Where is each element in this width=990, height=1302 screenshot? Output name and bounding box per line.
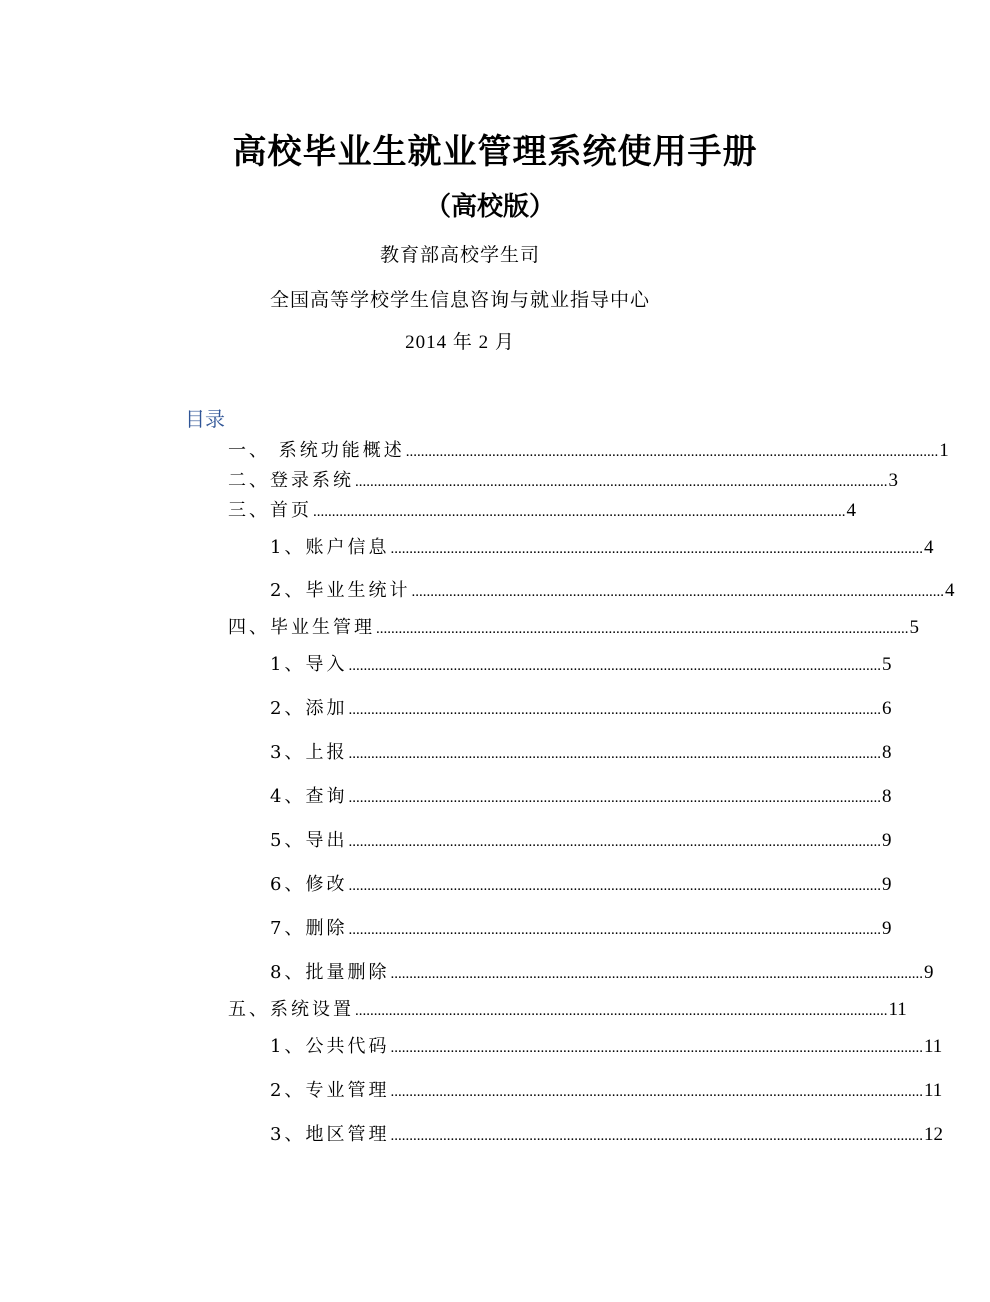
toc-entry-page: 11 [923,1036,943,1057]
toc-entry-label: 四、毕业生管理 [228,617,375,638]
toc-entry-label: 五、系统设置 [228,999,354,1020]
toc-entry-label: 一、 系统功能概述 [228,440,405,461]
toc-entry-label: 2、毕业生统计 [270,580,411,601]
toc-entry-label: 2、添加 [270,698,348,719]
toc-entry-page: 3 [888,470,898,491]
toc-heading: 目录 [185,407,225,431]
toc-entry-label: 8、批量删除 [270,962,390,983]
toc-entry-label: 1、公共代码 [270,1036,390,1057]
toc-entry-page: 6 [881,698,892,719]
toc-entry-page: 12 [923,1124,943,1145]
toc-entry-page: 9 [881,874,892,895]
toc-entry-major-management[interactable]: 2、专业管理 .............................................................................................................................................. 11 [270,1076,780,1102]
toc-entry-label: 1、导入 [270,654,348,675]
toc-entry-graduate-stats[interactable]: 2、毕业生统计 .............................................................................................................................................. 4 [270,576,780,602]
toc-entry-label: 三、首页 [228,500,312,521]
toc-entry-page: 1 [939,440,949,461]
toc-entry-page: 11 [923,1080,943,1101]
toc-entry-region-management[interactable]: 3、地区管理 .............................................................................................................................................. 12 [270,1120,780,1146]
toc-entry-page: 8 [881,786,892,807]
toc-entry-label: 1、账户信息 [270,537,390,558]
toc-entry-page: 5 [909,617,919,638]
toc-entry-label: 3、地区管理 [270,1124,390,1145]
toc-entry-page: 4 [944,580,955,601]
toc-entry-account-info[interactable]: 1、账户信息 .............................................................................................................................................. 4 [270,533,780,559]
toc-entry-page: 9 [881,830,892,851]
toc-entry-login[interactable]: 二、登录系统 .............................................................................................................................................. 3 [228,466,780,492]
toc-entry-public-codes[interactable]: 1、公共代码 .............................................................................................................................................. 11 [270,1032,780,1058]
toc-entry-label: 2、专业管理 [270,1080,390,1101]
toc-entry-delete[interactable]: 7、删除 .............................................................................................................................................. 9 [270,914,780,940]
toc-entry-add[interactable]: 2、添加 .............................................................................................................................................. 6 [270,694,780,720]
toc-entry-system-settings[interactable]: 五、系统设置 .............................................................................................................................................. 11 [228,995,780,1021]
toc-entry-modify[interactable]: 6、修改 .............................................................................................................................................. 9 [270,870,780,896]
toc-entry-report[interactable]: 3、上报 .............................................................................................................................................. 8 [270,738,780,764]
toc-entry-export[interactable]: 5、导出 .............................................................................................................................................. 9 [270,826,780,852]
toc-entry-label: 二、登录系统 [228,470,354,491]
toc-entry-label: 5、导出 [270,830,348,851]
toc-entry-label: 7、删除 [270,918,348,939]
toc-entry-page: 4 [846,500,856,521]
toc-entry-page: 5 [881,654,892,675]
toc-entry-batch-delete[interactable]: 8、批量删除 .............................................................................................................................................. 9 [270,958,780,984]
document-subtitle: （高校版） [424,192,555,222]
toc-entry-import[interactable]: 1、导入 .............................................................................................................................................. 5 [270,650,780,676]
toc-entry-query[interactable]: 4、查询 .............................................................................................................................................. 8 [270,782,780,808]
toc-entry-page: 9 [923,962,934,983]
toc-entry-page: 4 [923,537,934,558]
toc-entry-label: 3、上报 [270,742,348,763]
toc-entry-page: 11 [888,999,907,1020]
toc-entry-system-overview[interactable]: 一、 系统功能概述 .............................................................................................................................................. 1 [228,436,780,462]
organization-ministry: 教育部高校学生司 [379,244,540,266]
toc-entry-label: 6、修改 [270,874,348,895]
toc-entry-graduate-management[interactable]: 四、毕业生管理 .............................................................................................................................................. 5 [228,613,780,639]
document-title: 高校毕业生就业管理系统使用手册 [232,132,758,172]
toc-entry-page: 9 [881,918,892,939]
toc-entry-label: 4、查询 [270,786,348,807]
document-date: 2014 年 2 月 [405,332,515,353]
organization-center: 全国高等学校学生信息咨询与就业指导中心 [269,289,650,311]
toc-entry-homepage[interactable]: 三、首页 .............................................................................................................................................. 4 [228,496,780,522]
toc-entry-page: 8 [881,742,892,763]
